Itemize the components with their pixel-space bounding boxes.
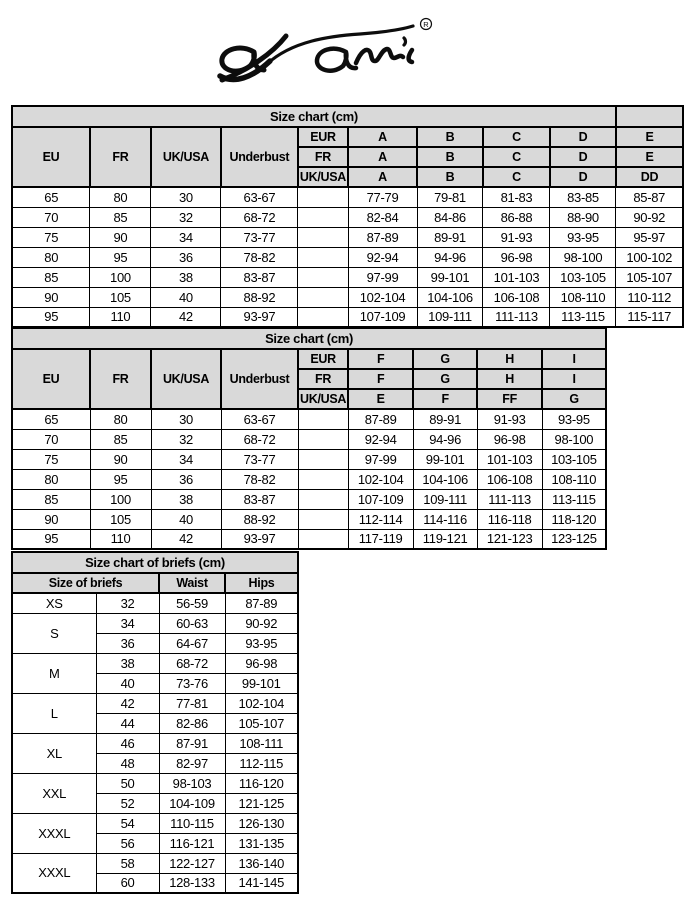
cup-size-header: I <box>542 349 606 369</box>
bust-range-cell: 94-96 <box>417 247 483 267</box>
fr-size-cell: 85 <box>90 429 151 449</box>
bust-range-cell: 107-109 <box>348 307 417 327</box>
brand-logo <box>210 14 440 92</box>
briefs-header-row <box>12 573 298 593</box>
column-header: Underbust <box>221 349 298 409</box>
spacer-cell <box>298 307 348 327</box>
waist-cell: 128-133 <box>159 873 225 893</box>
underbust-size-cell: 68-72 <box>221 429 298 449</box>
uk-usa-size-cell: 38 <box>151 489 221 509</box>
logo-i-stroke <box>409 50 412 62</box>
spacer-cell <box>298 409 348 429</box>
fr-size-cell: 85 <box>90 207 151 227</box>
uk-usa-size-cell: 40 <box>151 509 221 529</box>
eu-size-cell: 85 <box>12 489 90 509</box>
size-row <box>12 409 606 429</box>
briefs-number-cell: 46 <box>96 733 159 753</box>
bust-range-cell: 105-107 <box>616 267 683 287</box>
underbust-size-cell: 63-67 <box>221 187 298 207</box>
spacer-cell <box>298 187 348 207</box>
region-label: UK/USA <box>298 389 348 409</box>
spacer-cell <box>298 287 348 307</box>
logo-m-stroke <box>356 49 403 63</box>
briefs-size-group-label: XXXL <box>12 813 96 853</box>
briefs-size-row <box>12 813 298 833</box>
cup-size-header: G <box>413 349 477 369</box>
bust-range-cell: 93-95 <box>550 227 616 247</box>
uk-usa-size-cell: 36 <box>151 247 221 267</box>
size-row <box>12 449 606 469</box>
spacer-cell <box>298 529 348 549</box>
bust-range-cell: 87-89 <box>348 227 417 247</box>
cup-size-header: E <box>616 127 683 147</box>
size-row <box>12 307 683 327</box>
spacer-cell <box>298 489 348 509</box>
spacer-cell <box>298 449 348 469</box>
bust-range-cell: 109-111 <box>413 489 477 509</box>
bust-range-cell: 106-108 <box>477 469 542 489</box>
column-header: UK/USA <box>151 127 221 187</box>
briefs-size-group-label: XXL <box>12 773 96 813</box>
briefs-number-cell: 38 <box>96 653 159 673</box>
bust-range-cell: 84-86 <box>417 207 483 227</box>
bust-range-cell: 100-102 <box>616 247 683 267</box>
underbust-size-cell: 88-92 <box>221 509 298 529</box>
bust-range-cell: 96-98 <box>483 247 550 267</box>
uk-usa-size-cell: 34 <box>151 227 221 247</box>
hips-cell: 96-98 <box>225 653 298 673</box>
fr-size-cell: 100 <box>90 489 151 509</box>
logo-i-dot <box>404 38 406 45</box>
hips-header: Hips <box>225 573 298 593</box>
spacer-cell <box>298 247 348 267</box>
cup-size-header: F <box>348 349 413 369</box>
bust-range-cell: 77-79 <box>348 187 417 207</box>
briefs-number-cell: 60 <box>96 873 159 893</box>
fr-size-cell: 105 <box>90 509 151 529</box>
bra-size-chart-cups-f-i <box>11 327 607 550</box>
cup-size-header: D <box>550 127 616 147</box>
fr-size-cell: 80 <box>90 409 151 429</box>
eu-size-cell: 75 <box>12 227 90 247</box>
bust-range-cell: 99-101 <box>417 267 483 287</box>
column-header: FR <box>90 349 151 409</box>
fr-size-cell: 90 <box>90 227 151 247</box>
size-of-briefs-header: Size of briefs <box>12 573 159 593</box>
eu-size-cell: 80 <box>12 247 90 267</box>
bust-range-cell: 79-81 <box>417 187 483 207</box>
region-label: FR <box>298 147 348 167</box>
chart-title: Size chart of briefs (cm) <box>12 552 298 573</box>
chart-title-row <box>12 106 683 127</box>
underbust-size-cell: 83-87 <box>221 267 298 287</box>
region-label: EUR <box>298 349 348 369</box>
bust-range-cell: 103-105 <box>550 267 616 287</box>
waist-cell: 87-91 <box>159 733 225 753</box>
cup-size-header: H <box>477 349 542 369</box>
briefs-size-group-label: S <box>12 613 96 653</box>
uk-usa-size-cell: 34 <box>151 449 221 469</box>
briefs-number-cell: 42 <box>96 693 159 713</box>
waist-cell: 82-97 <box>159 753 225 773</box>
cup-size-header: C <box>483 147 550 167</box>
bust-range-cell: 104-106 <box>413 469 477 489</box>
registered-trademark-icon <box>421 19 432 30</box>
bust-range-cell: 113-115 <box>550 307 616 327</box>
bust-range-cell: 108-110 <box>542 469 606 489</box>
size-row <box>12 247 683 267</box>
chart-title-row <box>12 328 606 349</box>
fr-size-cell: 95 <box>90 247 151 267</box>
bust-range-cell: 91-93 <box>477 409 542 429</box>
bust-range-cell: 110-112 <box>616 287 683 307</box>
cup-size-header: I <box>542 369 606 389</box>
bust-range-cell: 86-88 <box>483 207 550 227</box>
region-label: EUR <box>298 127 348 147</box>
briefs-size-row <box>12 593 298 613</box>
bust-range-cell: 102-104 <box>348 287 417 307</box>
bust-range-cell: 113-115 <box>542 489 606 509</box>
briefs-size-group-label: M <box>12 653 96 693</box>
chart-title: Size chart (cm) <box>12 106 616 127</box>
hips-cell: 126-130 <box>225 813 298 833</box>
eu-size-cell: 95 <box>12 307 90 327</box>
bust-range-cell: 117-119 <box>348 529 413 549</box>
bust-range-cell: 93-95 <box>542 409 606 429</box>
bust-range-cell: 118-120 <box>542 509 606 529</box>
waist-cell: 68-72 <box>159 653 225 673</box>
waist-cell: 116-121 <box>159 833 225 853</box>
bust-range-cell: 98-100 <box>550 247 616 267</box>
bust-range-cell: 111-113 <box>483 307 550 327</box>
size-row <box>12 509 606 529</box>
bust-range-cell: 88-90 <box>550 207 616 227</box>
cup-size-header: A <box>348 127 417 147</box>
uk-usa-size-cell: 30 <box>151 187 221 207</box>
bust-range-cell: 119-121 <box>413 529 477 549</box>
spacer-cell <box>298 267 348 287</box>
hips-cell: 116-120 <box>225 773 298 793</box>
eu-size-cell: 65 <box>12 409 90 429</box>
cup-size-header: FF <box>477 389 542 409</box>
cup-header-row <box>12 349 606 369</box>
bust-range-cell: 108-110 <box>550 287 616 307</box>
bust-range-cell: 92-94 <box>348 247 417 267</box>
fr-size-cell: 105 <box>90 287 151 307</box>
region-label: FR <box>298 369 348 389</box>
size-row <box>12 227 683 247</box>
column-header: UK/USA <box>151 349 221 409</box>
bust-range-cell: 116-118 <box>477 509 542 529</box>
cup-size-header: F <box>348 369 413 389</box>
cup-size-header: E <box>616 147 683 167</box>
waist-cell: 60-63 <box>159 613 225 633</box>
uk-usa-size-cell: 42 <box>151 529 221 549</box>
briefs-size-group-label: XL <box>12 733 96 773</box>
briefs-size-row <box>12 773 298 793</box>
briefs-size-group-label: XS <box>12 593 96 613</box>
spacer-cell <box>298 469 348 489</box>
waist-cell: 122-127 <box>159 853 225 873</box>
bust-range-cell: 101-103 <box>483 267 550 287</box>
waist-cell: 64-67 <box>159 633 225 653</box>
hips-cell: 136-140 <box>225 853 298 873</box>
hips-cell: 105-107 <box>225 713 298 733</box>
briefs-size-row <box>12 653 298 673</box>
fr-size-cell: 100 <box>90 267 151 287</box>
spacer-cell <box>298 207 348 227</box>
briefs-size-chart <box>11 551 299 894</box>
bust-range-cell: 106-108 <box>483 287 550 307</box>
cup-size-header: G <box>413 369 477 389</box>
uk-usa-size-cell: 38 <box>151 267 221 287</box>
underbust-size-cell: 63-67 <box>221 409 298 429</box>
chart-title-row <box>12 552 298 573</box>
bust-range-cell: 91-93 <box>483 227 550 247</box>
bust-range-cell: 102-104 <box>348 469 413 489</box>
column-header: FR <box>90 127 151 187</box>
bust-range-cell: 112-114 <box>348 509 413 529</box>
bust-range-cell: 82-84 <box>348 207 417 227</box>
bust-range-cell: 89-91 <box>417 227 483 247</box>
size-row <box>12 187 683 207</box>
cup-size-header: A <box>348 167 417 187</box>
briefs-number-cell: 32 <box>96 593 159 613</box>
column-header: EU <box>12 127 90 187</box>
chart-title: Size chart (cm) <box>12 328 606 349</box>
cup-size-header: A <box>348 147 417 167</box>
eu-size-cell: 85 <box>12 267 90 287</box>
size-row <box>12 287 683 307</box>
underbust-size-cell: 88-92 <box>221 287 298 307</box>
cup-size-header: C <box>483 167 550 187</box>
bra-size-chart-cups-a-e <box>11 105 684 328</box>
bust-range-cell: 103-105 <box>542 449 606 469</box>
cup-size-header: H <box>477 369 542 389</box>
uk-usa-size-cell: 40 <box>151 287 221 307</box>
cup-size-header: F <box>413 389 477 409</box>
uk-usa-size-cell: 36 <box>151 469 221 489</box>
briefs-number-cell: 52 <box>96 793 159 813</box>
underbust-size-cell: 78-82 <box>221 247 298 267</box>
hips-cell: 99-101 <box>225 673 298 693</box>
waist-header: Waist <box>159 573 225 593</box>
bust-range-cell: 89-91 <box>413 409 477 429</box>
fr-size-cell: 110 <box>90 307 151 327</box>
bust-range-cell: 114-116 <box>413 509 477 529</box>
bust-range-cell: 107-109 <box>348 489 413 509</box>
hips-cell: 131-135 <box>225 833 298 853</box>
bust-range-cell: 87-89 <box>348 409 413 429</box>
underbust-size-cell: 93-97 <box>221 529 298 549</box>
briefs-number-cell: 48 <box>96 753 159 773</box>
bust-range-cell: 95-97 <box>616 227 683 247</box>
bust-range-cell: 96-98 <box>477 429 542 449</box>
eu-size-cell: 70 <box>12 207 90 227</box>
cup-size-header: G <box>542 389 606 409</box>
cup-size-header: E <box>348 389 413 409</box>
waist-cell: 98-103 <box>159 773 225 793</box>
briefs-size-row <box>12 853 298 873</box>
fr-size-cell: 90 <box>90 449 151 469</box>
cup-size-header: C <box>483 127 550 147</box>
waist-cell: 73-76 <box>159 673 225 693</box>
underbust-size-cell: 83-87 <box>221 489 298 509</box>
eu-size-cell: 75 <box>12 449 90 469</box>
bust-range-cell: 97-99 <box>348 267 417 287</box>
region-label: UK/USA <box>298 167 348 187</box>
bust-range-cell: 121-123 <box>477 529 542 549</box>
briefs-number-cell: 56 <box>96 833 159 853</box>
underbust-size-cell: 93-97 <box>221 307 298 327</box>
hips-cell: 90-92 <box>225 613 298 633</box>
fr-size-cell: 80 <box>90 187 151 207</box>
size-row <box>12 429 606 449</box>
eu-size-cell: 70 <box>12 429 90 449</box>
bust-range-cell: 81-83 <box>483 187 550 207</box>
underbust-size-cell: 78-82 <box>221 469 298 489</box>
bust-range-cell: 115-117 <box>616 307 683 327</box>
briefs-number-cell: 50 <box>96 773 159 793</box>
waist-cell: 56-59 <box>159 593 225 613</box>
hips-cell: 141-145 <box>225 873 298 893</box>
spacer-cell <box>298 227 348 247</box>
cup-size-header: D <box>550 147 616 167</box>
hips-cell: 108-111 <box>225 733 298 753</box>
bust-range-cell: 98-100 <box>542 429 606 449</box>
briefs-size-row <box>12 613 298 633</box>
underbust-size-cell: 73-77 <box>221 227 298 247</box>
registered-mark-letter: R <box>423 20 429 29</box>
eu-size-cell: 90 <box>12 287 90 307</box>
briefs-number-cell: 40 <box>96 673 159 693</box>
briefs-number-cell: 34 <box>96 613 159 633</box>
column-header: EU <box>12 349 90 409</box>
cup-header-row <box>12 127 683 147</box>
briefs-number-cell: 58 <box>96 853 159 873</box>
spacer-cell <box>298 509 348 529</box>
briefs-size-row <box>12 733 298 753</box>
waist-cell: 110-115 <box>159 813 225 833</box>
hips-cell: 112-115 <box>225 753 298 773</box>
bust-range-cell: 97-99 <box>348 449 413 469</box>
waist-cell: 104-109 <box>159 793 225 813</box>
bust-range-cell: 92-94 <box>348 429 413 449</box>
fr-size-cell: 95 <box>90 469 151 489</box>
waist-cell: 77-81 <box>159 693 225 713</box>
uk-usa-size-cell: 42 <box>151 307 221 327</box>
bust-range-cell: 94-96 <box>413 429 477 449</box>
bust-range-cell: 90-92 <box>616 207 683 227</box>
bust-range-cell: 83-85 <box>550 187 616 207</box>
cup-size-header: DD <box>616 167 683 187</box>
cup-size-header: B <box>417 147 483 167</box>
hips-cell: 102-104 <box>225 693 298 713</box>
spacer-cell <box>298 429 348 449</box>
size-row <box>12 267 683 287</box>
cup-size-header: B <box>417 167 483 187</box>
bust-range-cell: 109-111 <box>417 307 483 327</box>
briefs-number-cell: 36 <box>96 633 159 653</box>
bust-range-cell: 85-87 <box>616 187 683 207</box>
bust-range-cell: 123-125 <box>542 529 606 549</box>
briefs-number-cell: 54 <box>96 813 159 833</box>
briefs-size-row <box>12 693 298 713</box>
bust-range-cell: 111-113 <box>477 489 542 509</box>
eu-size-cell: 90 <box>12 509 90 529</box>
brand-logo-script <box>210 14 440 92</box>
eu-size-cell: 65 <box>12 187 90 207</box>
size-row <box>12 207 683 227</box>
size-row <box>12 469 606 489</box>
briefs-number-cell: 44 <box>96 713 159 733</box>
briefs-size-group-label: XXXL <box>12 853 96 893</box>
eu-size-cell: 95 <box>12 529 90 549</box>
bust-range-cell: 101-103 <box>477 449 542 469</box>
hips-cell: 93-95 <box>225 633 298 653</box>
uk-usa-size-cell: 32 <box>151 429 221 449</box>
uk-usa-size-cell: 32 <box>151 207 221 227</box>
size-row <box>12 489 606 509</box>
underbust-size-cell: 73-77 <box>221 449 298 469</box>
uk-usa-size-cell: 30 <box>151 409 221 429</box>
waist-cell: 82-86 <box>159 713 225 733</box>
fr-size-cell: 110 <box>90 529 151 549</box>
cup-size-header: D <box>550 167 616 187</box>
bust-range-cell: 99-101 <box>413 449 477 469</box>
corner-cell <box>616 106 683 127</box>
hips-cell: 121-125 <box>225 793 298 813</box>
size-row <box>12 529 606 549</box>
eu-size-cell: 80 <box>12 469 90 489</box>
column-header: Underbust <box>221 127 298 187</box>
cup-size-header: B <box>417 127 483 147</box>
logo-a-stroke <box>317 49 356 71</box>
briefs-size-group-label: L <box>12 693 96 733</box>
hips-cell: 87-89 <box>225 593 298 613</box>
underbust-size-cell: 68-72 <box>221 207 298 227</box>
bust-range-cell: 104-106 <box>417 287 483 307</box>
